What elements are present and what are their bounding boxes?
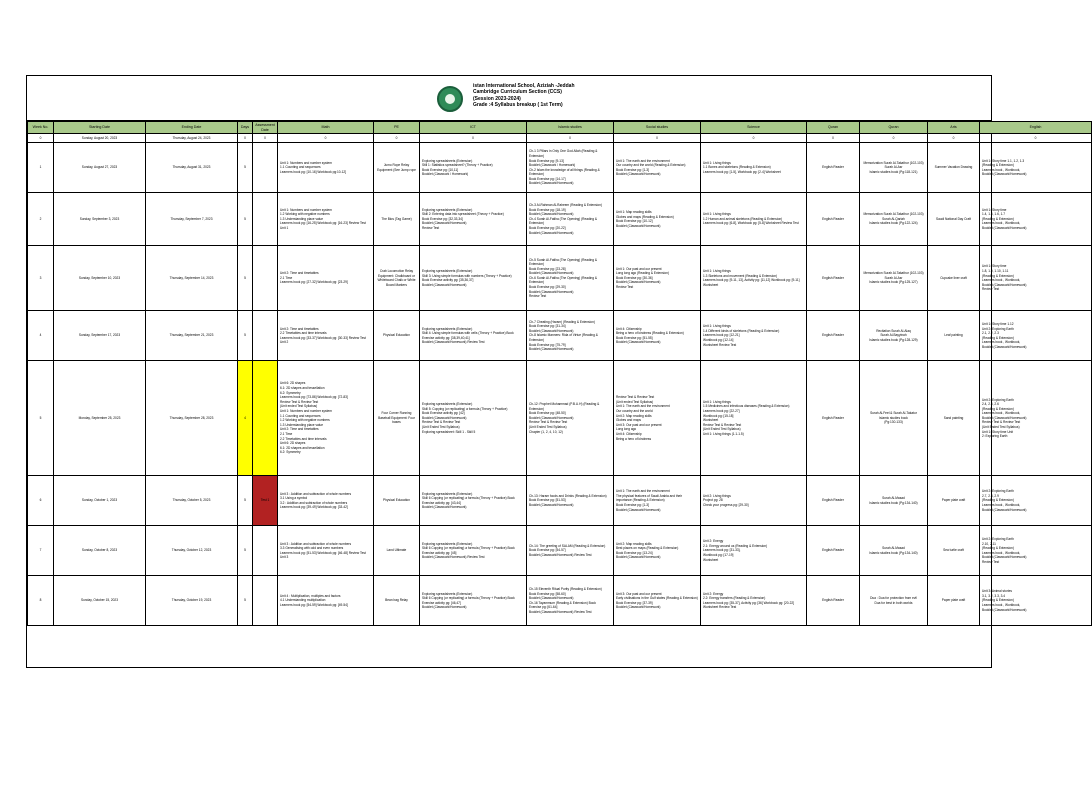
cell-text: Paper plate craft (941, 598, 966, 603)
cell-start (54, 311, 146, 361)
column-header: ICT (420, 122, 527, 134)
cell-week (28, 246, 54, 311)
cell-quran2 (860, 246, 928, 311)
cell-week (28, 476, 54, 526)
cell-text: Unit 2: Time and timetables 2.2 Timetables and time intervals Learners book pg: [33-37] Workbook pg: [30-33] Review Test Unit 2 (280, 326, 366, 345)
cell-pe (374, 311, 420, 361)
table-cell: 0 (238, 134, 253, 143)
table-row (28, 134, 1092, 143)
cell-text: Test 1 (260, 498, 270, 503)
column-header: Quran (807, 122, 860, 134)
table-row (28, 311, 1092, 361)
cell-text: English Reader (822, 415, 844, 420)
cell-end (146, 361, 238, 476)
cell-english (980, 576, 1092, 626)
table-cell: 0 (420, 134, 527, 143)
cell-text: Ch-14: The greeting of SALAM (Reading & Extension) Book Exercise pg: [54-57] Booklet (Classwork/Homework) Review Test (529, 543, 606, 557)
column-header: Islamic studies (527, 122, 614, 134)
cell-islamic (527, 576, 614, 626)
cell-social (614, 476, 701, 526)
cell-arts (928, 311, 980, 361)
cell-islamic (527, 246, 614, 311)
cell-text: Unit 1: Our past and our present Long long ago (Reading & Extension) Book Exercise pg: [30-36] Booklet (Classwork/Homework) Review Test (616, 266, 669, 290)
cell-islamic (527, 361, 614, 476)
cell-text: Exploring spreadsheets (Extension) Skill 6 Copying (or replicating) a formula (Theory + Practice) Book Exercise activity pg: [43,44] Booklet (Classwork/Homework) (422, 491, 515, 510)
cell-science (701, 143, 807, 193)
column-header: English (980, 122, 1092, 134)
cell-assess (253, 311, 278, 361)
column-header: Assessment Date (253, 122, 278, 134)
cell-text: 5 (244, 216, 246, 221)
cell-start (54, 246, 146, 311)
cell-quran2 (860, 311, 928, 361)
cell-text: English Reader (822, 333, 844, 338)
cell-pe (374, 143, 420, 193)
table-cell: 0 (253, 134, 278, 143)
cell-text: 4 (244, 415, 246, 420)
grade-title: Grade :4 Syllabus breakup ( 1st Term) (473, 102, 563, 109)
cell-ict (420, 361, 527, 476)
table-cell: 0 (527, 134, 614, 143)
cell-days (238, 476, 253, 526)
cell-text: Thursday, October 5, 2023 (172, 498, 211, 503)
cell-text: Surah Al-Masad Islamic studies book (Pg:134-140) (869, 496, 918, 505)
cell-text: Dua : Dua for protection from evil Dua for best in both worlds (870, 596, 917, 605)
cell-text: Paper plate craft (941, 498, 966, 503)
cell-text: Unit 3 : Addition and subtraction of whole numbers 3.3 Generalising with odd and even numbers Learners book pg: [51-53] Workbook pg: [46-48] Review Test Unit 3 (280, 541, 366, 560)
cell-social (614, 246, 701, 311)
cell-pe (374, 361, 420, 476)
session: (Session 2023-2024) (473, 95, 521, 102)
cell-text: Surah Al-Feel & Surah Al-Takatur Islamic studies book (Pg:130-133) (870, 411, 917, 425)
cell-text: Exploring spreadsheets (Extension) Skill 4: Using simple formulas with cells (Theory + Practice) Book Exercise activity pg: [38,39,40,41] Booklet (Classwork/Homework) Review Test (422, 326, 514, 345)
cell-ict (420, 143, 527, 193)
cell-text: 2 (39, 216, 42, 221)
table-cell: 0 (860, 134, 928, 143)
cell-text: Sunday, October 15, 2023 (81, 598, 118, 603)
school-title-lines (473, 83, 575, 109)
cell-text: Unit 1: Story time 1.8, 1.9, 1.10, 1.11 (Reading & Extension) Learners book , Workbook, Booklet (Classwork/Homework) Review Test (982, 264, 1027, 292)
cell-islamic (527, 526, 614, 576)
cell-science (701, 476, 807, 526)
cell-ict (420, 193, 527, 246)
cell-text: Saudi National Day Craft (935, 216, 972, 221)
table-row (28, 526, 1092, 576)
cell-arts (928, 576, 980, 626)
cell-text: Exploring spreadsheets (Extension) Skill 2: Entering data into spreadsheet (Theory + Practice) Book Exercise pg: [32,33,34] Booklet (Classwork/Homework) Review Test (422, 207, 504, 231)
column-header: Ending Date (146, 122, 238, 134)
cell-quran1 (807, 576, 860, 626)
cell-text: English Reader (822, 165, 844, 170)
cell-quran2 (860, 361, 928, 476)
cell-text: Unit 6: 2D shapes 6.1: 2D shapes and tessellation 6.2: Symmetry Learners book pg: [73-86] Workbook pg: [72-83] Review Test & Review Test (Unit ended Test Syllabus) Unit 1: Numbers and number system 1.1 Counting and sequences 1.2 Working with negative numbers 1.3 Understanding place value Unit 2: Time and timetables 2.1 Time 2.2 Timetables and time intervals Unit 6: 2D shapes 6.1: 2D shapes and tessellation 6.2: Symmetry (280, 381, 348, 455)
cell-text: Thursday, October 19, 2023 (171, 598, 212, 603)
cell-islamic (527, 143, 614, 193)
cell-ict (420, 246, 527, 311)
cell-arts (928, 193, 980, 246)
cell-math (278, 361, 374, 476)
cell-text: Exploring spreadsheets (Extension) Skill 6 Copying (or replicating) a formula (Theory + Practice) Book Exercise activity pg: [45] Booklet (Classwork/Homework) Review Test (422, 541, 515, 560)
cell-math (278, 246, 374, 311)
cell-text: Memorization Surah Al-Takathur (102-103) Surah Al-Asr Islamic studies book (Pg:118-121) (863, 160, 924, 174)
syllabus-table (27, 121, 1092, 626)
cell-end (146, 193, 238, 246)
cell-quran1 (807, 476, 860, 526)
cell-arts (928, 361, 980, 476)
cell-assess (253, 576, 278, 626)
cell-text: Sunday, September 17, 2023 (78, 333, 121, 338)
cell-text: Unit 2: Time and timetables 2.1 Time Learners book pg: [27-32] Workbook pg: [23-29] (280, 271, 348, 285)
cell-text: 5 (244, 598, 246, 603)
cell-text: Unit 2: Energy 2.2: Energy transfers (Reading & Extension) Learners book pg: [35-37], Activity pg: [36] Workbook pg: [20-22] Worksheet Review Test (703, 591, 795, 610)
cell-text: Thursday, September 28, 2023 (169, 415, 214, 420)
cell-days (238, 193, 253, 246)
cell-text: Ch-7 Cheating (Haram) (Reading & Extension) Book Exercise pg: [31-34] Booklet (Classwork/Homework) Ch-8 Islamic Manners: Rida of Virtue (Reading & Extension) Book Exercise pg: [75-79] Booklet (Classwork/Homework) (529, 319, 598, 352)
cell-assess (253, 361, 278, 476)
cell-text: Ch-12: Prophet Muhammad (P.B.U.H) (Reading & Extension) Book Exercise pg: [48-50] Booklet (Classwork/Homework) Review Test & Review Test (Unit Ended Test Syllabus) Chapter (1, 2, 4, 10, 12) (529, 402, 600, 434)
cell-social (614, 193, 701, 246)
cell-start (54, 361, 146, 476)
column-header: Quran (860, 122, 928, 134)
cell-text: 4 (39, 333, 42, 338)
cell-week (28, 193, 54, 246)
cell-text: Unit 1: Living things 1.1 Bones and skeletons (Reading & Extension) Learners book pg: [1-5], Workbook pg: [2-4] Worksheet (703, 160, 781, 174)
cell-end (146, 526, 238, 576)
table-row (28, 246, 1092, 311)
cell-quran2 (860, 193, 928, 246)
cell-text: 8 (39, 598, 42, 603)
cell-text: 3 (39, 275, 42, 280)
cell-text: Surah Al-Masad Islamic studies book (Pg:134-140) (869, 546, 918, 555)
cell-week (28, 526, 54, 576)
cell-days (238, 361, 253, 476)
cell-text: Physical Education (383, 498, 410, 503)
header-row (28, 122, 1092, 134)
cell-text: Unit 1: Story time 1.4, 1.5, 1.6, 1.7 (Reading & Extension) Learners book , Workbook, Booklet (Classwork/Homework) (982, 207, 1027, 231)
cell-pe (374, 526, 420, 576)
cell-social (614, 361, 701, 476)
cell-math (278, 526, 374, 576)
cell-text: Unit 1: Story time 1.1, 1.2, 1.3 (Reading & Extension) Learners book , Workbook, Booklet (Classwork/Homework) (982, 158, 1027, 177)
cell-text: Unit 2: Exploring Earth 2.10, 2.11 (Reading & Extension) Learners book , Workbook, Booklet (Classwork/Homework) Review Test (982, 536, 1027, 564)
cell-text: Unit 1: Numbers and number system 1.1 Counting and sequences Learners book pg: [10-16] Workbook pg:10-12] (280, 160, 347, 174)
cell-text: Leaf painting (944, 333, 963, 338)
cell-text: 1 (39, 165, 42, 170)
table-cell: Sunday, August 20, 2023 (54, 134, 146, 143)
cell-text: 5 (244, 275, 246, 280)
cell-text: Land Ultimate (386, 548, 407, 553)
cell-science (701, 193, 807, 246)
cell-islamic (527, 476, 614, 526)
cell-text: Memorization Surah Al-Takathur (102-103) Surah Al-Qariah Islamic studies book (Pg:122-124) (863, 212, 924, 226)
cell-text: 5 (39, 415, 42, 420)
cell-days (238, 246, 253, 311)
cell-science (701, 311, 807, 361)
cell-text: Unit 2: Living things Project pg: 28 Check your progress pg: [29-30] (703, 493, 749, 507)
cell-start (54, 143, 146, 193)
cell-math (278, 193, 374, 246)
cell-text: Unit 2: Exploring Earth 2.7, 2.8, 2.9 (Reading & Extension) Learners book , Workbook, Booklet (Classwork/Homework) (982, 489, 1027, 512)
column-header: Week No. (28, 122, 54, 134)
column-header: Arts (928, 122, 980, 134)
cell-english (980, 361, 1092, 476)
column-header: PE (374, 122, 420, 134)
cell-text: Unit 3 : Addition and subtraction of whole numbers 3.1 Using a symbol 3.2 : Addition and subtraction of whole numbers Learners book pg: [39-49] Workbook pg: [33-42] (280, 491, 352, 510)
cell-text: English Reader (822, 498, 844, 503)
cell-english (980, 143, 1092, 193)
syllabus-sheet (26, 75, 1042, 668)
cell-arts (928, 476, 980, 526)
column-header: Starting Date (54, 122, 146, 134)
cell-text: Exploring spreadsheets (Extension) Skill 5: Copying (or replicating) a formula (Theory + Practice) Book Exercise activity pg: [42] Booklet (Classwork/Homework) Review Test & Review Test (Unit Ended Test Syllabus) Exploring spreadsheet: Skill 1 - Skill 5 (422, 402, 508, 434)
cell-days (238, 526, 253, 576)
cell-text: Thursday, September 21, 2023 (169, 333, 214, 338)
table-cell: 0 (374, 134, 420, 143)
cell-text: English Reader (822, 548, 844, 553)
cell-end (146, 246, 238, 311)
cell-text: English Reader (822, 275, 844, 280)
cell-science (701, 576, 807, 626)
cell-text: Unit 2: Exploring Earth 2.4, 2.5, 2.6 (Reading & Extension) Learners book , Workbook, Booklet (Classwork/Homework) Review Test & Review Test (Unit Ended Test Syllabus) Unit 1: Story time Unit 2: Exploring Earth (982, 397, 1027, 439)
cell-english (980, 193, 1092, 246)
cell-text: Unit 1: Living things 1.5 Medicines and infectious diseases (Reading & Extension) Learners book pg: [22-27] Workbook pg: [15-18] Worksheet Review Test & Review Test (Unit Ended Test Syllabus) Unit 1: Living things (1.1-1.5) (703, 399, 790, 436)
cell-text: Sunday, August 27, 2023 (81, 165, 118, 170)
school-logo (437, 86, 463, 112)
cell-text: Thursday, September 7, 2023 (170, 216, 213, 221)
cell-text: Sunday, September 3, 2023 (79, 216, 120, 221)
cell-text: Jumo Rope Relay Equipment (See Jump rope (377, 163, 416, 172)
cell-ict (420, 476, 527, 526)
cell-science (701, 526, 807, 576)
cell-quran2 (860, 526, 928, 576)
cell-social (614, 311, 701, 361)
cell-english (980, 311, 1092, 361)
cell-end (146, 143, 238, 193)
cell-quran2 (860, 476, 928, 526)
table-cell: 0 (980, 134, 1092, 143)
cell-week (28, 576, 54, 626)
cell-text: Exploring spreadsheets (Extension) Still 1: Statistics spreadsheet? (Theory + Practice) Book Exercise pg: [10,11] Booklet (Classwork / Homework) (422, 158, 493, 177)
cell-text: 5 (244, 548, 246, 553)
cell-text: Sunday, October 8, 2023 (81, 548, 118, 553)
cell-math (278, 143, 374, 193)
cell-text: Cupcake liner craft (940, 275, 967, 280)
cell-text: Ch-15 Eleventh Ritual Purity (Reading & Extension) Book Exercise pg: [58-60] Booklet (Classwork/Homework) Ch-16 Tayammum (Reading & Extension) Book Exercise pg: [61-64] Booklet (Classwork/Homework) Review Test (529, 586, 602, 614)
cell-ict (420, 576, 527, 626)
cell-week (28, 361, 54, 476)
column-header: Days (238, 122, 253, 134)
cell-assess (253, 143, 278, 193)
cell-text: Unit 1: The earth and the environment Our country and the world (Reading & Extension) Book Exercise pg: [1-3] Booklet (Classwork/Homework) (616, 158, 686, 177)
cell-social (614, 526, 701, 576)
cell-text: Unit 3: Our past and our present Early civilisations in the Gulf states (Reading & Extension) Book Exercise pg: [37-39] Booklet (Classwork/Homework) (616, 591, 698, 610)
cell-social (614, 143, 701, 193)
cell-text: Exploring spreadsheets (Extension) Skill 6 Copying (or replicating) a formula (Theory + Practice) Book Exercise activity pg: [46,47] Booklet (Classwork/Homework) (422, 591, 515, 610)
cell-start (54, 526, 146, 576)
cell-text: 5 (244, 498, 246, 503)
cell-text: Monday, September 25, 2023 (78, 415, 121, 420)
cell-days (238, 576, 253, 626)
cell-text: Unit 1: Living things 1.2 Human and animal skeletons (Reading & Extension) Learners book pg: [6-8], Workbook pg: [5-8] Worksheet Review Test (703, 212, 799, 226)
cell-text: Ch-13: Haram foods and Drinks (Reading & Extension) Book Exercise pg: [51-53] Booklet (Classwork/Homework) (529, 493, 607, 507)
cell-text: Sunday, October 1, 2023 (81, 498, 118, 503)
cell-science (701, 361, 807, 476)
cell-arts (928, 246, 980, 311)
table-cell: 0 (278, 134, 374, 143)
cell-text: Bean bag Relay (385, 598, 408, 603)
cell-text: Thursday, August 31, 2023 (172, 165, 211, 170)
cell-text: Thursday, October 12, 2023 (171, 548, 212, 553)
cell-quran1 (807, 143, 860, 193)
cell-math (278, 576, 374, 626)
cell-text: Unit 1: Numbers and number system 1.2 Working with negative numbers 1.3 Understanding place value Learners book pg: [16-25] Workbook pg: [16-23] Review Test Unit 1 (280, 207, 366, 231)
cell-text: Sea turtle craft (943, 548, 964, 553)
table-cell: 0 (701, 134, 807, 143)
cell-text: Exploring spreadsheets (Extension) Skill 3: Using simple formulas with numbers (Theory + Practice) Book Exercise activity pg: [35,36,37] Booklet (Classwork/Homework) (422, 269, 512, 287)
table-row (28, 476, 1092, 526)
table-row (28, 576, 1092, 626)
cell-text: The Bios (Tag Game) (381, 216, 412, 221)
cell-end (146, 576, 238, 626)
cell-text: Unit 4 : Multiplication, multiples and factors 4.1 Understanding multiplication Learners book pg: [54-59] Workbook pg: [49-54] (280, 593, 348, 607)
table-cell: 0 (614, 134, 701, 143)
column-header: Science (701, 122, 807, 134)
cell-text: 5 (244, 165, 246, 170)
cell-start (54, 476, 146, 526)
cell-text: Four Corner Running Baseball Equipment: Four bases (378, 411, 415, 425)
cell-english (980, 526, 1092, 576)
cell-text: Review Test & Review Test (Unit ended Test Syllabus) Unit 1: The earth and the environment Our country and the world Unit 2: Map reading skills Globes and maps Unit 3: Our past and our present Long long ago Unit 4: Citizenship Being a hero of kindness (616, 395, 670, 441)
cell-text: Crab Locomotion Relay Equipment: Chalkboard or Whiteboard Chalk or White Board Markers (377, 269, 416, 287)
cell-text: Sand painting (943, 415, 964, 420)
cell-text: English Reader (822, 216, 844, 221)
cell-assess (253, 246, 278, 311)
cell-islamic (527, 193, 614, 246)
table-row (28, 143, 1092, 193)
table-cell: 0 (807, 134, 860, 143)
cell-days (238, 143, 253, 193)
cell-text: 5 (244, 333, 246, 338)
cell-start (54, 193, 146, 246)
cell-quran2 (860, 143, 928, 193)
cell-math (278, 476, 374, 526)
cell-quran1 (807, 246, 860, 311)
cell-quran1 (807, 526, 860, 576)
cell-days (238, 311, 253, 361)
school-name: istan International School, Aziziah -Jeddah (473, 83, 575, 89)
cell-text: 7 (39, 548, 42, 553)
cell-text: Physical Education (383, 333, 410, 338)
cell-pe (374, 193, 420, 246)
table-cell: 0 (928, 134, 980, 143)
cell-text: Ch-1 3 Pillars in Only One God Allah (Reading & Extension) Book Exercise pg: [9-13] Booklet (Classwork / Homework) Ch-2 Islam the knowledge of all things (Reading & Extension) Book Exercise pg: [14-17] Booklet (Classwork/Homework) (529, 149, 600, 186)
cell-text: Recitation Surah Al-Alaq Surah Al-Bayyinah Islamic studies book (Pg:128-129) (869, 328, 918, 342)
table-row (28, 361, 1092, 476)
cell-week (28, 311, 54, 361)
cell-quran1 (807, 193, 860, 246)
cell-text: Unit 2: Energy 2.1: Energy around us (Reading & Extension) Learners book pg: [31-33], Workbook pg: [17-19] Worksheet (703, 539, 768, 562)
cell-science (701, 246, 807, 311)
cell-text: Unit 1: Living things 1.4 Different kinds of skeletons (Reading & Extension) Learners book pg: [12-21] Workbook pg: [12-14] Worksheet Review Test (703, 324, 780, 347)
cell-text: Unit 1: The earth and the environment The physical features of Saudi Arabia and their importance (Reading & Extension) Book Exercise pg: [1-3] Booklet (Classwork/Homework) (616, 489, 683, 512)
cell-pe (374, 476, 420, 526)
cell-assess (253, 193, 278, 246)
curriculum-section: Cambridge Curriculum Section (CCS) (473, 89, 562, 96)
cell-text: Sunday, September 10, 2023 (78, 275, 121, 280)
column-header: Social studies (614, 122, 701, 134)
cell-assess (253, 526, 278, 576)
column-header: Math (278, 122, 374, 134)
cell-text: Ch-5 Surah Al-Fatiha (The Opening) (Reading & Extension) Book Exercise pg: [23-28] Booklet (Classwork/Homework) Ch-6 Surah Al-Fatiha (The Opening) (Reading & Extension) Book Exercise pg: [29-30] Booklet (Classwork/Homework) Review Test (529, 257, 598, 299)
cell-start (54, 576, 146, 626)
cell-end (146, 476, 238, 526)
cell-text: Summer Vacation Drawing (934, 165, 973, 170)
cell-text: Ch-3 Al-Rahman Al-Raheem (Reading & Extension) Book Exercise pg: [18-19] Booklet (Classwork/Homework) Ch-4 Surah Al-Fatiha (The Opening) (Reading & Extension) Book Exercise pg: [20-22] Booklet (Classwork/Homework) (529, 203, 602, 235)
table-cell: 0 (28, 134, 54, 143)
cell-pe (374, 246, 420, 311)
cell-text: 6 (39, 498, 42, 503)
table-cell: Thursday, August 24, 2023 (146, 134, 238, 143)
cell-week (28, 143, 54, 193)
cell-social (614, 576, 701, 626)
cell-ict (420, 311, 527, 361)
cell-text: Unit 3: Animal stories 3.1, 3.2, 3.3, 3.4 (Reading & Extension) Learners book , Workbook, Booklet (Classwork/Homework) (982, 589, 1027, 612)
cell-arts (928, 143, 980, 193)
cell-text: English Reader (822, 598, 844, 603)
cell-text: Unit 4: Citizenship Being a hero of kindness (Reading & Extension) Book Exercise pg: [51-55] Booklet (Classwork/Homework) (616, 326, 684, 345)
cell-english (980, 246, 1092, 311)
cell-assess (253, 476, 278, 526)
cell-end (146, 311, 238, 361)
cell-english (980, 476, 1092, 526)
title-block (27, 76, 991, 121)
cell-text: Unit 2: Map reading skills Best places on maps (Reading & Extension) Book Exercise pg: [13-24] Booklet (Classwork/Homework) (616, 541, 679, 560)
cell-quran1 (807, 361, 860, 476)
cell-ict (420, 526, 527, 576)
cell-pe (374, 576, 420, 626)
cell-quran2 (860, 576, 928, 626)
cell-arts (928, 526, 980, 576)
cell-text: Unit 1: Living things 1.3 Skeletons and movement (Reading & Extension) Learners book pg: [9-11, 13], Activity pg: [11,12] Workbook pg: [9-11] Worksheet (703, 269, 800, 287)
cell-text: Thursday, September 14, 2023 (169, 275, 214, 280)
cell-text: Unit 1: Story time 1.12 Unit 2: Exploring Earth 2.1, 2.2, 2.3 (Reading & Extension) Learners book , Workbook, Booklet (Classwork/Homework) (982, 321, 1027, 349)
cell-islamic (527, 311, 614, 361)
cell-text: Memorization Surah Al-Takathur (102-103) Surah Al-Asr Islamic studies book (Pg:125-127) (863, 271, 924, 285)
cell-quran1 (807, 311, 860, 361)
cell-math (278, 311, 374, 361)
cell-text: Unit 1: Map reading skills Globes and maps (Reading & Extension) Book Exercise pg: [10-12] Booklet (Classwork/Homework) (616, 210, 674, 228)
table-row (28, 193, 1092, 246)
